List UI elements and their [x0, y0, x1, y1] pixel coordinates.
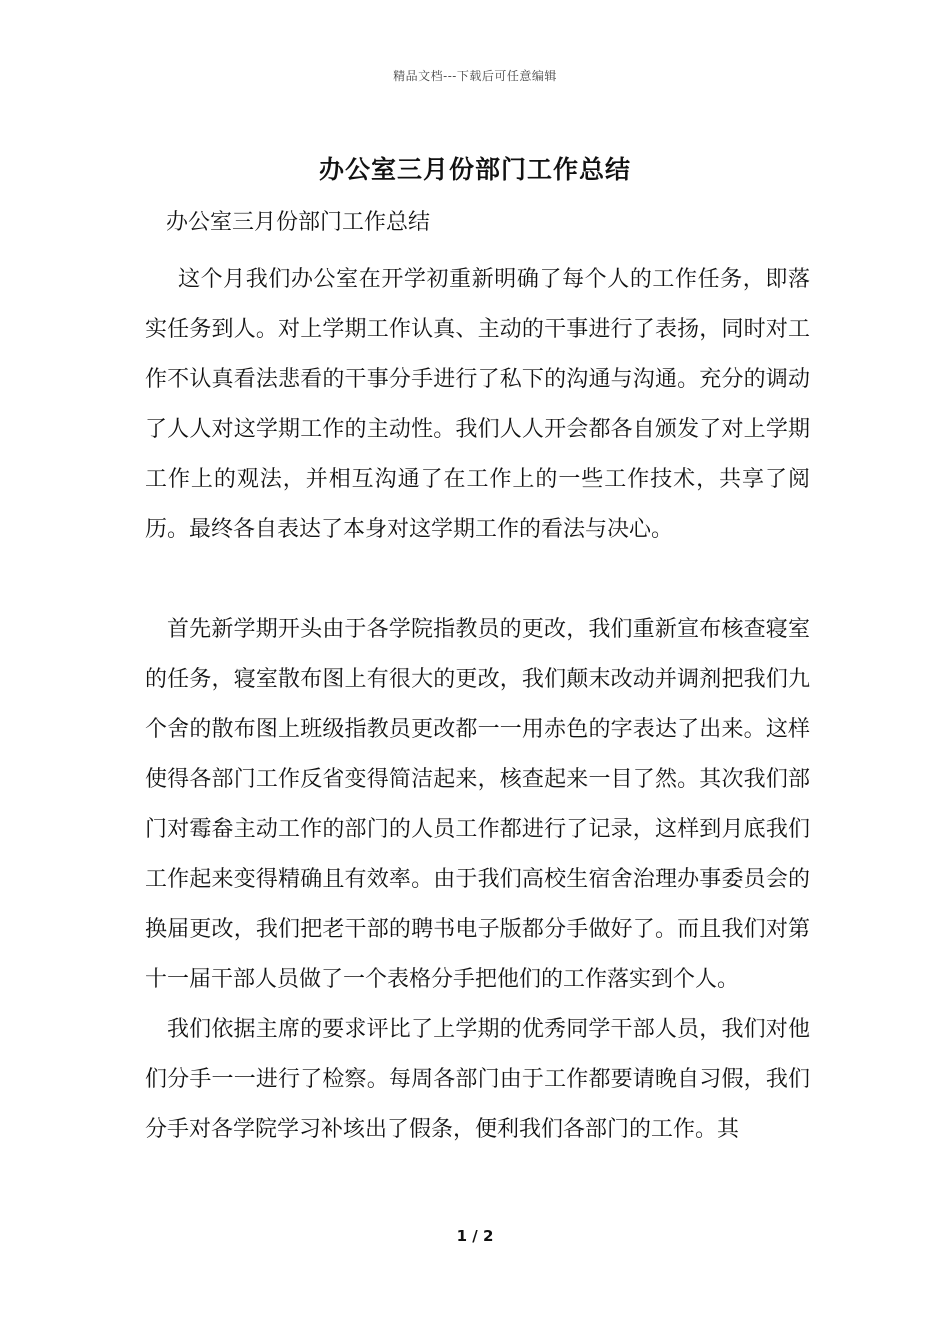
document-subtitle: 办公室三月份部门工作总结	[166, 210, 431, 235]
document-title: 办公室三月份部门工作总结	[318, 155, 631, 184]
page-number: 1 / 2	[456, 1227, 494, 1245]
paragraph-2: 首先新学期开头由于各学院指教员的更改，我们重新宣布核查寝室的任务，寝室散布图上有很大的更改，我们颠末改动并调剂把我们九个舍的散布图上班级指教员更改都一一用赤色的字表达了出来。这样使得各部门工作反省变得简洁起来，核查起来一目了然。其次我们部门对霉畚主动工作的部门的人员工作都进行了记录，这样到月底我们工作起来变得精确且有效率。由于我们高校生宿舍治理办事委员会的换届更改，我们把老干部的聘书电子版都分手做好了。而且我们对第十一届干部人员做了一个表格分手把他们的工作落实到个人。	[145, 617, 810, 992]
paragraph-3: 我们依据主席的要求评比了上学期的优秀同学干部人员，我们对他们分手一一进行了检察。每周各部门由于工作都要请晚自习假，我们分手对各学院学习补垓出了假条，便利我们各部门的工作。其	[145, 1017, 810, 1142]
document-body	[145, 255, 810, 1155]
paragraph-1: 这个月我们办公室在开学初重新明确了每个人的工作任务，即落实任务到人。对上学期工作认真、主动的干事进行了表扬，同时对工作不认真看法悲看的干事分手进行了私下的沟通与沟通。充分的调动了人人对这学期工作的主动性。我们人人开会都各自颁发了对上学期工作上的观法，并相互沟通了在工作上的一些工作技术，共享了阅历。最终各自表达了本身对这学期工作的看法与决心。	[145, 267, 810, 542]
header-note: 精品文档---下载后可任意编辑	[393, 69, 557, 83]
paragraph-gap	[145, 555, 810, 605]
